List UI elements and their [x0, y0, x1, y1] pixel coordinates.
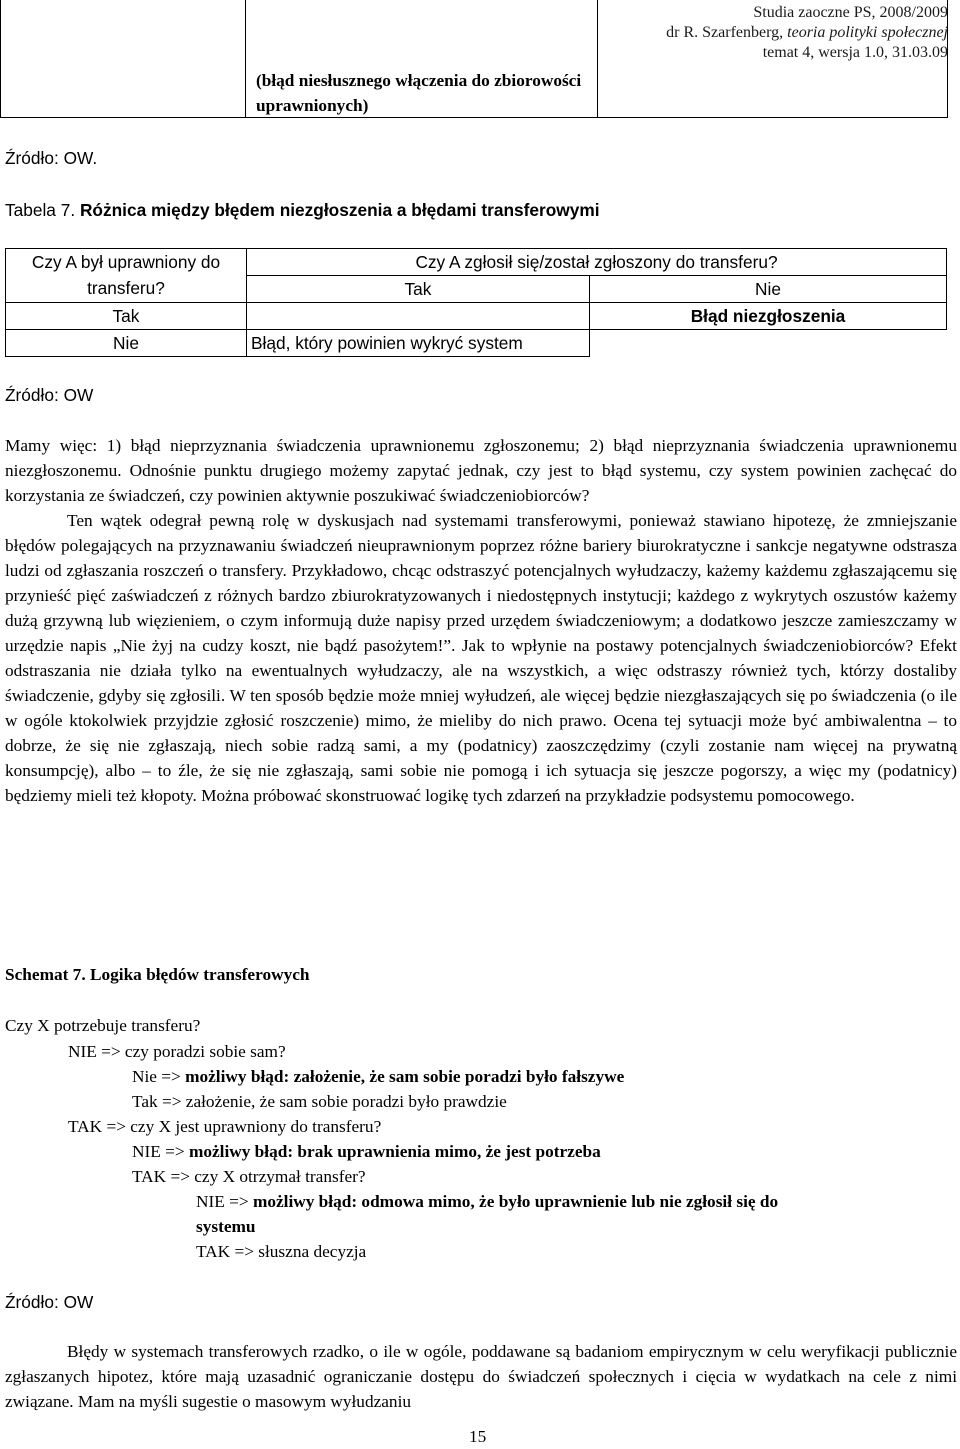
schemat-error: możliwy błąd: brak uprawnienia mimo, że jest potrzeba [188, 1142, 601, 1161]
header-subject: teoria polityki społecznej [787, 24, 948, 41]
col-header-cell: Czy A zgłosił się/został zgłoszony do transferu? [247, 249, 947, 276]
table-title: Różnica między błędem niezgłoszenia a błędami transferowymi [79, 200, 600, 220]
source-note: Źródło: OW [5, 385, 94, 405]
schemat-last-nie-cont: systemu [196, 1217, 256, 1236]
col-nie-cell: Nie [590, 276, 947, 303]
cell-nie-tak: Błąd, który powinien wykryć system [247, 330, 590, 357]
paragraph: Ten wątek odegrał pewną rolę w dyskusjach nad systemami transferowymi, ponieważ stawiano hipotezę, że zmniejszanie błędów polegających na przyznawaniu świadczeń nieuprawnionym poprzez różne bariery biurokratyczne i sankcje negatywne odstrasza ludzi od zgłaszania roszczeń o transfery. Przykładowo, chcąc odstraszyć potencjalnych wyłudzaczy, każemy każdemu zgłaszającemu się przynieść pięć zaświadczeń z różnych bardzo zbiurokratyzowanych i niedostępnych instytucji; każdego z wykrytych oszustów każemy dużą grzywną lub więzieniem, o czym informują duże napisy przed urzędem świadczeniowym; a dodatkowo jeszcze zamieszczamy w urzędzie napis „Nie żyj na cudzy koszt, nie bądź pasożytem!”. Jak to wpłynie na postawy potencjalnych świadczeniobiorców? Efekt odstraszania nie działa tylko na ewentualnych wyłudzaczy, ale na wszystkich, a więc odstraszy również tych, którzy dostaliby świadczenie, gdyby się zgłosili. W ten sposób będzie może mniej wyłudzeń, ale więcej będzie niezgłaszających się po świadczenia (o ile w ogóle ktokolwiek przyjdzie zgłosić roszczenie) mimo, że mieliby do nich prawo. Ocena tej sytuacji może być ambiwalentna – to dobrze, że się nie zgłaszają, niech sobie radzą sami, a my (podatnicy) zaoszczędzimy (czyli zostanie nam więcej na prywatną konsumpcję), albo – to źle, że się nie zgłaszają, sami sobie nie pomogą i ich sytuacja się jeszcze pogorszy, a więc my (podatnicy) będziemy mieli też kłopoty. Można próbować skonstruować logikę tych zdarzeń na przykładzie podsystemu pomocowego. [5, 511, 957, 805]
schemat-question: Czy X potrzebuje transferu? [5, 1016, 201, 1035]
cell-tak-nie: Błąd niezgłoszenia [590, 303, 947, 330]
schemat-last-tak: TAK => słuszna decyzja [196, 1242, 367, 1261]
body-text [5, 1339, 957, 1414]
schemat-prefix: NIE => [196, 1192, 253, 1211]
page-number: 15 [469, 1427, 487, 1446]
prev-table-cell-right [598, 0, 948, 118]
schemat-prefix: NIE => [132, 1142, 189, 1161]
header-author-name: dr R. Szarfenberg, [666, 24, 788, 41]
row-tak-cell: Tak [6, 303, 247, 330]
schemat-tak-branch: TAK => czy X jest uprawniony do transferu? [68, 1117, 382, 1136]
paragraph: Błędy w systemach transferowych rzadko, o ile w ogóle, poddawane są badaniom empirycznym w celu weryfikacji publicznie zgłaszanych hipotez, które mają uzasadnić ograniczanie dostępu do świadczeń społecznych i cięcia w wydatkach na cele z nimi związane. Mam na myśli sugestie o masowym wyłudzaniu [5, 1342, 957, 1411]
table-7 [5, 248, 947, 357]
schemat-nie-branch: NIE => czy poradzi sobie sam? [68, 1042, 286, 1061]
row-header-cell: Czy A był uprawniony do transferu? [6, 249, 247, 303]
schemat-title: Schemat 7. Logika błędów transferowych [5, 965, 310, 984]
body-text [5, 433, 957, 808]
prev-table-cell-left [0, 0, 246, 118]
cell-tak-tak [247, 303, 590, 330]
prev-table-cell-text: (błąd niesłusznego włączenia do zbiorowości uprawnionych) [256, 71, 582, 115]
source-note: Źródło: OW. [5, 148, 98, 168]
schemat-prefix: Nie => [132, 1067, 186, 1086]
table-label: Tabela 7. [5, 200, 76, 220]
schemat-tak-tak: TAK => czy X otrzymał transfer? [132, 1167, 366, 1186]
schemat-nie-nie [132, 1064, 624, 1089]
row-nie-cell: Nie [6, 330, 247, 357]
paragraph: Mamy więc: 1) błąd nieprzyznania świadczenia uprawnionemu zgłoszonemu; 2) błąd nieprzyznania świadczenia uprawnionemu niezgłoszonemu. Odnośnie punktu drugiego możemy zapytać jednak, czy jest to błąd systemu, czy system powinien zachęcać do korzystania ze świadczeń, czy powinien aktywnie poszukiwać świadczeniobiorców? [5, 436, 957, 505]
table-caption [5, 198, 600, 223]
schemat-error: możliwy błąd: założenie, że sam sobie poradzi było fałszywe [185, 1067, 625, 1086]
schemat-tak-nie [132, 1139, 601, 1164]
schemat-last-nie [196, 1189, 778, 1214]
header-course: Studia zaoczne PS, 2008/2009 [753, 4, 948, 21]
source-note: Źródło: OW [5, 1292, 94, 1312]
cell-nie-nie [590, 330, 947, 357]
header-version: temat 4, wersja 1.0, 31.03.09 [762, 44, 948, 61]
col-tak-cell: Tak [247, 276, 590, 303]
schemat-error: możliwy błąd: odmowa mimo, że było uprawnienie lub nie zgłosił się do [252, 1192, 779, 1211]
schemat-nie-tak: Tak => założenie, że sam sobie poradzi było prawdzie [132, 1092, 507, 1111]
